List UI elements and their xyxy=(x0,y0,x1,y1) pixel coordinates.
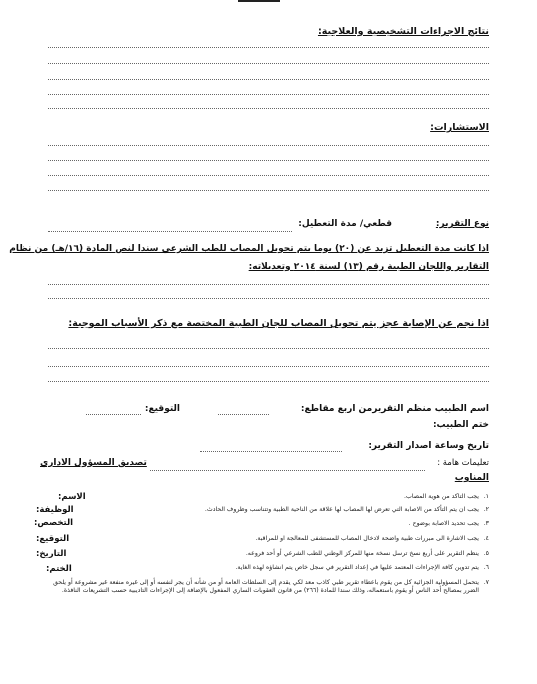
doctor-sign-line[interactable] xyxy=(86,414,141,415)
admin-field-stamp: الختم: xyxy=(46,564,72,574)
issue-date-label: تاريخ وساعة اصدار التقرير: xyxy=(368,441,489,451)
admin-approval-title: تصديق المسؤول الاداري xyxy=(40,458,147,468)
admin-field-job: الوظيفة: xyxy=(36,505,74,515)
instruction-item: ٤. يجب الاشارة الى مبررات طبية واضحة لادخال المصاب للمستشفى للمعالجة او للمراقبة. xyxy=(255,535,489,542)
doctor-stamp-label: ختم الطبيب: xyxy=(432,420,489,430)
instructions-heading: تعليمات هامة : xyxy=(437,458,489,468)
diagnostic-line-1[interactable] xyxy=(48,47,489,48)
consultation-line-4[interactable] xyxy=(48,190,489,191)
instructions-line[interactable] xyxy=(150,470,425,471)
consultation-line-2[interactable] xyxy=(48,160,489,161)
admin-shift-label: المناوب xyxy=(454,473,489,483)
disability-line-1[interactable] xyxy=(48,348,489,349)
diagnostic-results-heading: نتائج الاجراءات التشخيصية والعلاجية: xyxy=(317,26,489,37)
diagnostic-line-3[interactable] xyxy=(48,79,489,80)
disability-line-2[interactable] xyxy=(48,366,489,367)
disability-period-line[interactable] xyxy=(48,231,292,232)
disability-heading: اذا نجم عن الإصابة عجز يتم تحويل المصاب للجان الطبية المختصة مع ذكر الأسباب الموجبة: xyxy=(68,318,489,329)
instruction-item: ٢. يجب ان يتم التأكد من الاصابة التي تعرض لها المصاب لها علاقة من الناحية الطبية وتتناسب وظروف الحادث. xyxy=(204,506,489,513)
notice-line-b[interactable] xyxy=(48,298,489,299)
admin-field-specialty: التخصص: xyxy=(34,518,74,528)
admin-field-date: التاريخ: xyxy=(36,549,67,559)
notice-line-1: اذا كانت مدة التعطيل تزيد عن (٢٠) يوما يتم تحويل المصاب للطب الشرعي سندا لنص المادة (١٦/هـ) من نظام xyxy=(9,244,489,254)
instruction-item: ٥. ينظم التقرير على أربع نسخ ترسل نسخة منها للمركز الوطني للطب الشرعي أو أحد فروعه. xyxy=(245,550,489,557)
instruction-item: ١. يجب التاكد من هوية المصاب. xyxy=(404,493,489,500)
doctor-name-label: اسم الطبيب منظم التقريرمن اربع مقاطع: xyxy=(300,404,489,414)
instruction-item: ٣. يجب تحديد الاصابة بوضوح . xyxy=(408,520,489,527)
disability-line-3[interactable] xyxy=(48,381,489,382)
consultation-line-3[interactable] xyxy=(48,175,489,176)
admin-field-name: الاسم: xyxy=(58,492,86,502)
issue-date-line[interactable] xyxy=(200,451,342,452)
doctor-sign-label: التوقيع: xyxy=(144,404,180,414)
report-type-value: قطعي/ مدة التعطيل: xyxy=(298,219,392,229)
top-rule xyxy=(238,0,280,2)
diagnostic-line-5[interactable] xyxy=(48,108,489,109)
diagnostic-line-2[interactable] xyxy=(48,63,489,64)
report-type-label: نوع التقرير: xyxy=(435,219,489,229)
consultation-line-1[interactable] xyxy=(48,145,489,146)
notice-line-2: التقارير واللجان الطبية رقم (١٣) لسنة ٢٠١٤ وتعديلاته: xyxy=(248,262,489,272)
notice-line-a[interactable] xyxy=(48,284,489,285)
admin-field-signature: التوقيع: xyxy=(36,534,70,544)
doctor-name-line[interactable] xyxy=(218,414,269,415)
consultations-heading: الاستشارات: xyxy=(430,122,489,133)
instruction-item: ٦. يتم تدوين كافة الإجراءات المعتمد عليها في إعداد التقرير في سجل خاص يتم انشاؤه لهذه الغاية. xyxy=(235,564,489,571)
instruction-item: ٧. يتحمل المسؤولية الجزائية كل من يقوم باعطاء تقرير طبي كاذب معد لكي يقدم إلى السلطات العامة أو من شأنه أن يجر لنفسه أو إلى غيره منفعة غير مشروعة أو يلحق الضرر بمصالح أحد الناس أو يقوم باستعماله، وذلك سندا للمادة (٢٦٦) من قانون العقوبات الساري المفعول بالإضافة إلى الإجراءات التاديبية حسب التشريعات النافذة. xyxy=(53,579,489,594)
diagnostic-line-4[interactable] xyxy=(48,94,489,95)
